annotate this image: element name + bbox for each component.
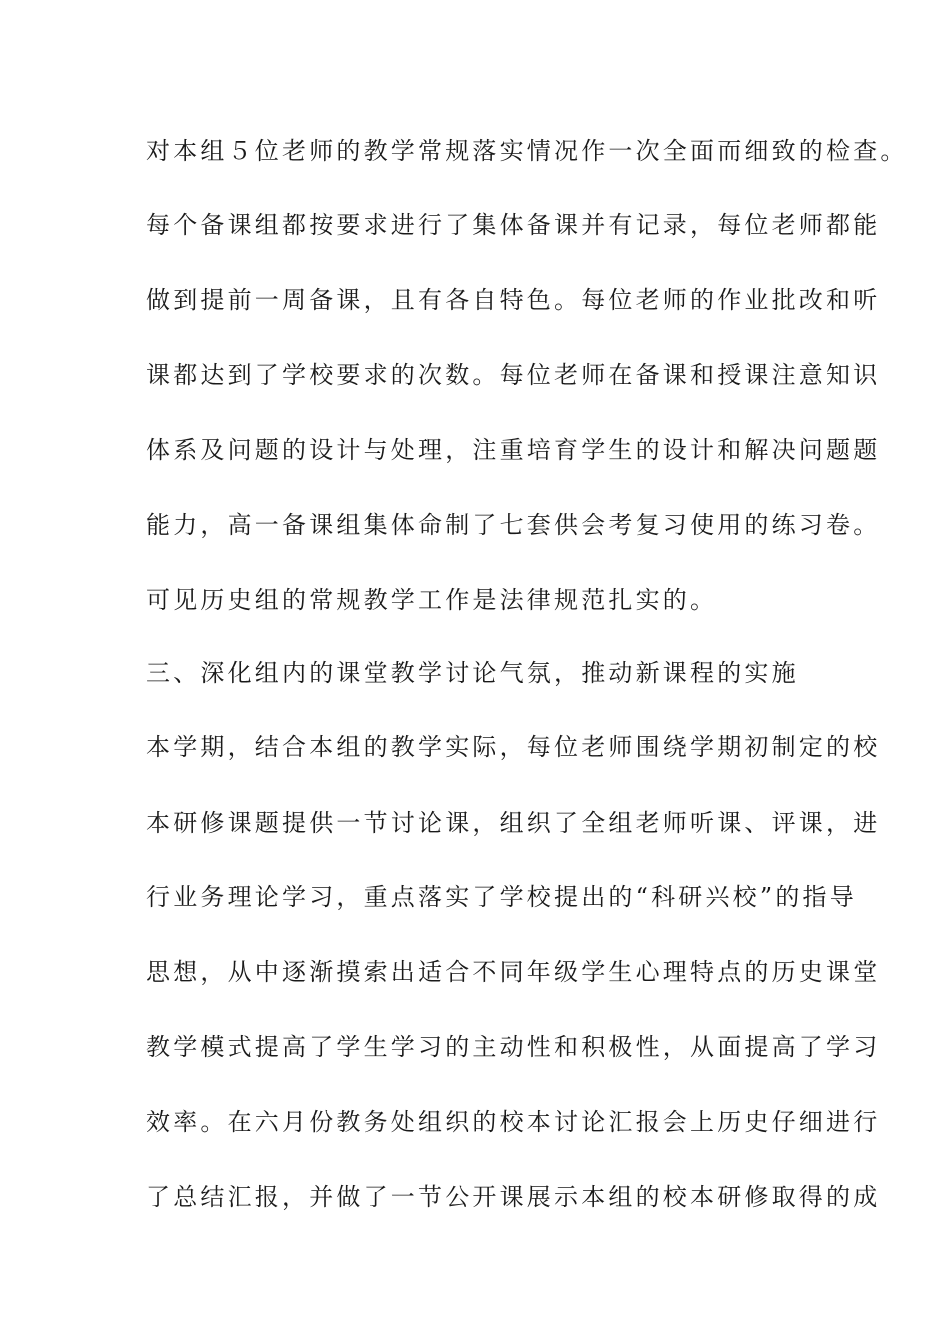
body-text-line: 体系及问题的设计与处理，注重培育学生的设计和解决问题题	[146, 436, 881, 464]
body-text-line: 教学模式提高了学生学习的主动性和积极性，从面提高了学习	[146, 1033, 881, 1061]
body-text-line: 思想，从中逐渐摸索出适合不同年级学生心理特点的历史课堂	[146, 958, 881, 986]
body-text-line: 可见历史组的常规教学工作是法律规范扎实的。	[146, 586, 718, 614]
body-text-line: 本学期，结合本组的教学实际，每位老师围绕学期初制定的校	[146, 733, 881, 761]
body-text-line: 做到提前一周备课，且有各自特色。每位老师的作业批改和听	[146, 286, 881, 314]
body-text-line: 本研修课题提供一节讨论课，组织了全组老师听课、评课，进	[146, 809, 881, 837]
body-text-line: 行业务理论学习，重点落实了学校提出的“科研兴校”的指导	[146, 883, 857, 911]
body-text-line: 每个备课组都按要求进行了集体备课并有记录，每位老师都能	[146, 211, 881, 239]
body-text-line: 效率。在六月份教务处组织的校本讨论汇报会上历史仔细进行	[146, 1108, 881, 1136]
body-text-line: 课都达到了学校要求的次数。每位老师在备课和授课注意知识	[146, 361, 881, 389]
body-text-line: 了总结汇报，并做了一节公开课展示本组的校本研修取得的成	[146, 1183, 881, 1211]
body-text-line: 对本组５位老师的教学常规落实情况作一次全面而细致的检查。	[146, 137, 908, 165]
body-text-line: 能力，高一备课组集体命制了七套供会考复习使用的练习卷。	[146, 511, 881, 539]
section-heading: 三、深化组内的课堂教学讨论气氛，推动新课程的实施	[146, 659, 799, 687]
